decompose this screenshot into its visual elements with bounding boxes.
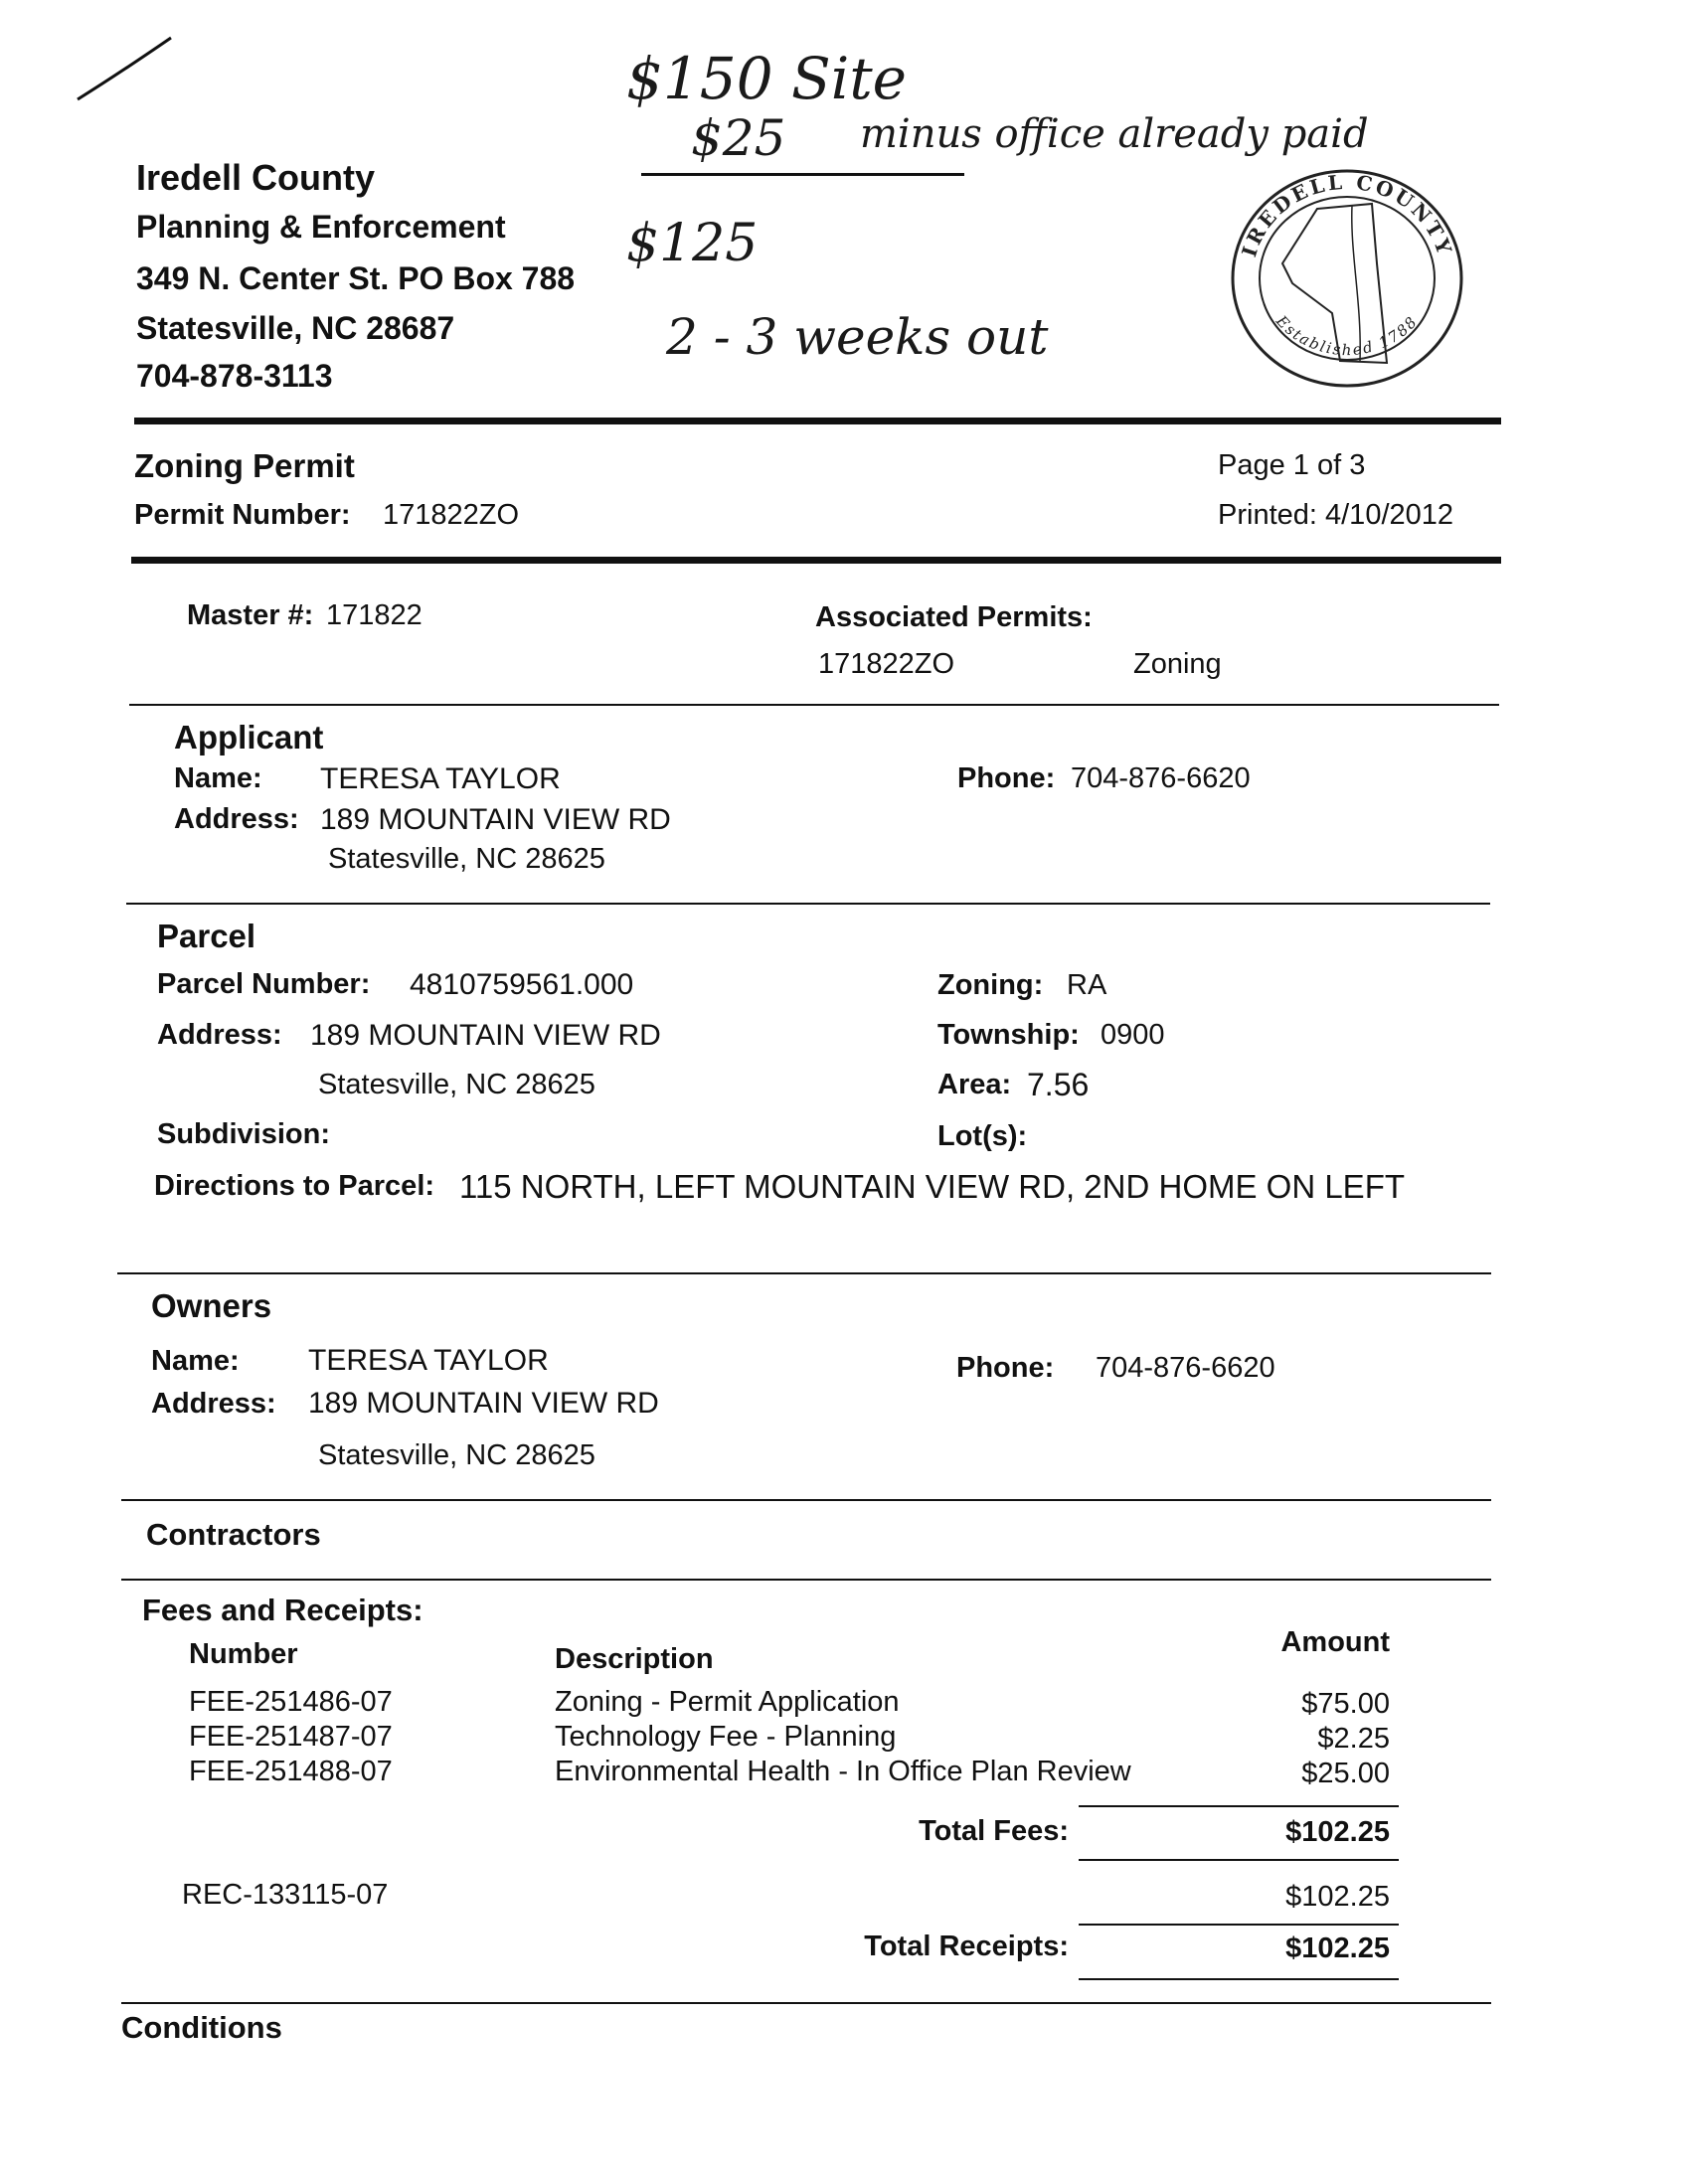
permit-rule — [131, 557, 1501, 564]
handwritten-note: minus office already paid — [860, 111, 1369, 157]
handwritten-deduction: $25 — [691, 109, 786, 167]
applicant-name: TERESA TAYLOR — [320, 762, 561, 795]
conditions-heading: Conditions — [121, 2010, 282, 2045]
divider — [121, 1579, 1491, 1581]
applicant-address-line1: 189 MOUNTAIN VIEW RD — [320, 803, 671, 836]
handwritten-total: $125 — [626, 214, 759, 273]
subdivision-label: Subdivision: — [157, 1118, 330, 1150]
applicant-address-line2: Statesville, NC 28625 — [328, 843, 605, 875]
divider — [121, 1499, 1491, 1501]
printed-date: Printed: 4/10/2012 — [1218, 499, 1454, 531]
divider — [117, 1272, 1491, 1274]
township-label: Township: — [937, 1019, 1080, 1051]
fees-col-description: Description — [555, 1643, 714, 1675]
owner-address-line1: 189 MOUNTAIN VIEW RD — [308, 1387, 659, 1420]
city-address: Statesville, NC 28687 — [136, 310, 455, 346]
handwritten-site-fee: $150 Site — [626, 45, 907, 112]
owner-phone: 704-876-6620 — [1096, 1352, 1275, 1384]
parcel-number: 4810759561.000 — [410, 968, 634, 1001]
parcel-number-label: Parcel Number: — [157, 968, 371, 1000]
owner-name-label: Name: — [151, 1345, 240, 1377]
total-receipts-bottom-rule — [1079, 1978, 1399, 1980]
directions-label: Directions to Parcel: — [154, 1170, 435, 1202]
total-fees-bottom-rule — [1079, 1859, 1399, 1861]
street-address: 349 N. Center St. PO Box 788 — [136, 260, 576, 296]
owner-name: TERESA TAYLOR — [308, 1344, 549, 1377]
parcel-heading: Parcel — [157, 918, 256, 954]
total-receipts-label: Total Receipts: — [864, 1931, 1069, 1962]
svg-text:Established 1788: Established 1788 — [1272, 311, 1422, 360]
svg-text:IREDELL COUNTY: IREDELL COUNTY — [1237, 169, 1457, 260]
fee-amount: $25.00 — [1301, 1758, 1390, 1789]
owner-address-label: Address: — [151, 1388, 276, 1420]
permit-number-label: Permit Number: — [134, 499, 351, 531]
org-name: Iredell County — [136, 157, 376, 198]
applicant-phone-label: Phone: — [957, 762, 1056, 794]
owner-phone-label: Phone: — [956, 1352, 1055, 1384]
fees-heading: Fees and Receipts: — [142, 1593, 424, 1627]
applicant-address-label: Address: — [174, 803, 299, 835]
associated-permits-label: Associated Permits: — [815, 601, 1093, 633]
contractors-heading: Contractors — [146, 1517, 321, 1552]
owner-address-line2: Statesville, NC 28625 — [318, 1439, 595, 1471]
applicant-phone: 704-876-6620 — [1071, 762, 1251, 794]
parcel-address-line1: 189 MOUNTAIN VIEW RD — [310, 1019, 661, 1052]
receipt-amount: $102.25 — [1285, 1881, 1390, 1913]
owners-heading: Owners — [151, 1287, 272, 1324]
associated-permit-number: 171822ZO — [818, 648, 955, 680]
divider — [121, 2002, 1491, 2004]
divider — [126, 903, 1490, 905]
master-label: Master #: — [187, 599, 314, 631]
divider — [129, 704, 1499, 706]
total-receipts-amount: $102.25 — [1285, 1932, 1390, 1964]
fee-number: FEE-251488-07 — [189, 1756, 393, 1787]
county-seal-icon — [1223, 164, 1471, 393]
applicant-name-label: Name: — [174, 762, 262, 794]
receipt-number: REC-133115-07 — [182, 1879, 389, 1911]
directions-value: 115 NORTH, LEFT MOUNTAIN VIEW RD, 2ND HOME ON LEFT — [459, 1168, 1406, 1205]
fees-col-amount: Amount — [1280, 1626, 1390, 1658]
permit-number: 171822ZO — [383, 499, 520, 531]
handwritten-timeline: 2 - 3 weeks out — [666, 308, 1049, 366]
office-phone: 704-878-3113 — [136, 358, 333, 394]
master-number: 171822 — [326, 599, 423, 631]
handwritten-checkmark — [70, 30, 179, 109]
permit-title: Zoning Permit — [134, 447, 355, 484]
fees-col-number: Number — [189, 1638, 298, 1670]
area-value: 7.56 — [1027, 1067, 1090, 1102]
applicant-heading: Applicant — [174, 719, 324, 756]
fee-number: FEE-251487-07 — [189, 1721, 393, 1753]
total-receipts-top-rule — [1079, 1924, 1399, 1926]
page-indicator: Page 1 of 3 — [1218, 449, 1366, 481]
associated-permit-type: Zoning — [1133, 648, 1222, 680]
fee-amount: $75.00 — [1301, 1688, 1390, 1720]
fee-description: Environmental Health - In Office Plan Review — [555, 1756, 1131, 1787]
lots-label: Lot(s): — [937, 1120, 1028, 1152]
total-fees-label: Total Fees: — [919, 1815, 1069, 1847]
fee-number: FEE-251486-07 — [189, 1686, 393, 1718]
header-rule — [134, 418, 1501, 424]
zoning-value: RA — [1067, 969, 1107, 1001]
zoning-label: Zoning: — [937, 969, 1044, 1001]
fee-amount: $2.25 — [1317, 1723, 1390, 1755]
handwritten-underline — [641, 173, 964, 176]
parcel-address-line2: Statesville, NC 28625 — [318, 1069, 595, 1100]
township-value: 0900 — [1101, 1019, 1165, 1051]
area-label: Area: — [937, 1069, 1012, 1100]
fee-description: Technology Fee - Planning — [555, 1721, 897, 1753]
fee-description: Zoning - Permit Application — [555, 1686, 900, 1718]
department: Planning & Enforcement — [136, 209, 506, 245]
total-fees-amount: $102.25 — [1285, 1816, 1390, 1848]
total-fees-top-rule — [1079, 1805, 1399, 1807]
parcel-address-label: Address: — [157, 1019, 282, 1051]
